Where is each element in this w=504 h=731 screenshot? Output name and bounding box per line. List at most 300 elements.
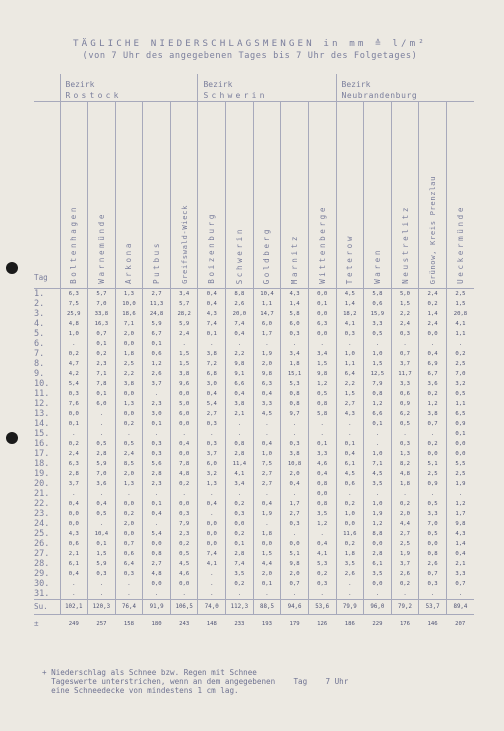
precipitation-cell: 4,3 [198,309,226,319]
precipitation-cell: 2,7 [391,529,419,539]
precipitation-cell: 0,3 [115,569,143,579]
station-header [60,102,88,289]
precipitation-cell: 16,3 [88,319,116,329]
precipitation-cell: 2,0 [281,469,309,479]
precipitation-cell: 0,0 [143,539,171,549]
precipitation-cell: 1,8 [336,549,364,559]
total-cell: 102,1 [60,600,88,615]
precipitation-cell: 14,7 [253,309,281,319]
precipitation-cell: 2,6 [336,569,364,579]
precipitation-cell: 2,3 [170,529,198,539]
precipitation-cell: 4,2 [60,369,88,379]
precipitation-cell: 0,3 [143,439,171,449]
precipitation-cell: 0,0 [60,409,88,419]
precipitation-cell: 6,6 [364,409,392,419]
precipitation-cell: 0,2 [226,529,254,539]
count-cell: 126 [317,621,328,627]
precipitation-cell: 2,5 [115,359,143,369]
precipitation-cell: 3,7 [60,479,88,489]
precipitation-cell: 0,0 [170,419,198,429]
precipitation-cell: 0,0 [336,519,364,529]
precipitation-cell: 4,8 [170,469,198,479]
precipitation-cell: 6,4 [115,559,143,569]
station-name: Schwerin [234,226,244,284]
precipitation-cell: 3,8 [198,349,226,359]
precipitation-cell: 0,3 [419,579,447,589]
precipitation-cell: 0,7 [88,329,116,339]
precipitation-cell: 0,4 [198,289,226,299]
footnote [42,668,482,696]
precipitation-cell: 8,5 [115,459,143,469]
footnote-line: Tageswerte unterstrichen, wenn an dem angegebenen Tag 7 Uhr [42,677,349,687]
precipitation-cell: 1,0 [364,499,392,509]
station-name: Ueckermünde [455,205,465,284]
table-row [34,359,474,369]
day-number: 17. [34,449,50,459]
table-row [34,589,474,600]
totals-row [34,600,474,615]
precipitation-cell: 0,8 [419,549,447,559]
station-name: Greifswald-Wieck [179,205,189,284]
precipitation-cell: 1,5 [364,359,392,369]
precipitation-cell: . [88,489,116,499]
precipitation-cell: 0,2 [391,499,419,509]
day-number: 26. [34,539,50,549]
precipitation-cell: 4,1 [446,319,474,329]
table-row [34,499,474,509]
precipitation-cell: 2,6 [419,559,447,569]
precipitation-cell: 0,4 [143,509,171,519]
precipitation-cell: 2,7 [198,409,226,419]
precipitation-cell: 6,0 [88,399,116,409]
precipitation-cell: 0,3 [170,509,198,519]
precipitation-cell: . [198,489,226,499]
precipitation-cell: 3,3 [446,569,474,579]
precipitation-cell: 2,4 [419,319,447,329]
day-number: 3. [34,309,45,319]
precipitation-cell: 2,5 [446,289,474,299]
precipitation-cell: 7,9 [170,519,198,529]
precipitation-cell: 0,4 [308,469,336,479]
table-row [34,389,474,399]
precipitation-cell: 3,8 [115,379,143,389]
precipitation-cell: 2,4 [170,329,198,339]
precipitation-cell: 0,2 [419,389,447,399]
total-cell: 76,4 [115,600,143,615]
table-row [34,289,474,299]
precipitation-cell: . [419,489,447,499]
precipitation-cell: 5,6 [143,459,171,469]
precipitation-cell: 5,4 [143,529,171,539]
precipitation-cell: 0,2 [308,569,336,579]
precipitation-cell: 6,3 [308,319,336,329]
precipitation-cell: . [115,489,143,499]
precipitation-cell: 5,1 [419,459,447,469]
precipitation-cell: 0,2 [88,349,116,359]
precipitation-cell: 5,9 [88,559,116,569]
precipitation-cell: 0,0 [170,449,198,459]
precipitation-cell: 0,4 [308,539,336,549]
precipitation-cell: 1,2 [308,379,336,389]
precipitation-cell: 6,6 [226,379,254,389]
station-name: Marnitz [290,233,300,284]
precipitation-cell: 0,1 [226,539,254,549]
station-name: Grünow, Kreis Prenzlau [428,175,438,284]
precipitation-cell: 7,4 [198,549,226,559]
precipitation-cell: 0,1 [253,579,281,589]
precipitation-cell: 0,0 [364,579,392,589]
precipitation-cell: 5,9 [143,319,171,329]
precipitation-cell: 7,0 [88,469,116,479]
precipitation-cell: 5,8 [308,409,336,419]
precipitation-cell: . [419,589,447,600]
precipitation-cell: 2,0 [115,519,143,529]
precipitation-cell: . [253,489,281,499]
day-number: 24. [34,519,50,529]
table-row [34,489,474,499]
day-number: 8. [34,359,45,369]
station-name: Wittenberge [317,205,327,284]
precipitation-cell: 0,5 [88,509,116,519]
precipitation-cell: 0,4 [198,389,226,399]
precipitation-cell: 4,4 [253,559,281,569]
precipitation-cell: 0,5 [308,389,336,399]
total-cell: 89,4 [446,600,474,615]
precipitation-cell: 18,6 [115,309,143,319]
table-row [34,539,474,549]
precipitation-cell: 0,5 [88,439,116,449]
table-row [34,399,474,409]
table-row [34,469,474,479]
day-number: 10. [34,379,50,389]
total-cell: 91,9 [143,600,171,615]
precipitation-cell: 4,5 [253,409,281,419]
precipitation-cell: 3,5 [364,479,392,489]
table-row [34,379,474,389]
precipitation-cell: 0,2 [226,579,254,589]
precipitation-cell: 0,1 [336,439,364,449]
station-name: Putbus [152,240,162,284]
total-cell: 74,0 [198,600,226,615]
table-row [34,309,474,319]
precipitation-cell: 0,0 [364,539,392,549]
page-title: TÄGLICHE NIEDERSCHLAGSMENGEN in mm ≙ l/m² [73,38,427,49]
counts-label: ± [34,619,39,628]
precipitation-cell: 1,5 [170,349,198,359]
district-header-row [34,74,474,102]
precipitation-cell: 1,2 [446,499,474,509]
precipitation-cell: . [281,429,309,439]
precipitation-cell: 5,4 [60,379,88,389]
precipitation-cell: . [391,339,419,349]
daily-values [34,289,474,600]
precipitation-cell: 0,6 [60,539,88,549]
total-cell: 94,6 [281,600,309,615]
precipitation-cell: 0,1 [308,299,336,309]
precipitation-cell: . [391,429,419,439]
precipitation-cell: 7,2 [198,359,226,369]
precipitation-cell: 8,2 [391,459,419,469]
precipitation-cell: 1,1 [253,299,281,309]
totals-label: Su. [34,600,60,615]
precipitation-cell: . [419,429,447,439]
precipitation-cell: 4,5 [336,289,364,299]
table-row [34,339,474,349]
precipitation-cell: 2,2 [115,369,143,379]
precipitation-cell: 6,3 [60,289,88,299]
day-number: 1. [34,289,45,299]
precipitation-cell: 0,0 [308,489,336,499]
precipitation-cell: 2,1 [60,549,88,559]
precipitation-cell: . [281,489,309,499]
precipitation-cell: . [226,419,254,429]
table-row [34,559,474,569]
precipitation-cell: 7,4 [226,559,254,569]
precipitation-cell: 1,5 [391,299,419,309]
precipitation-cell: 6,3 [253,379,281,389]
precipitation-cell: 0,2 [170,479,198,489]
precipitation-cell: 0,1 [143,419,171,429]
precipitation-cell: 0,6 [336,479,364,489]
precipitation-cell: 0,4 [446,549,474,559]
precipitation-cell: 0,0 [198,539,226,549]
precipitation-cell: 0,3 [336,329,364,339]
precipitation-cell: 3,3 [364,319,392,329]
precipitation-cell: 0,8 [226,439,254,449]
count-cell: 186 [344,621,355,627]
table-row [34,519,474,529]
precipitation-cell: 5,3 [281,379,309,389]
precipitation-cell: 5,9 [170,319,198,329]
precipitation-cell: . [281,419,309,429]
precipitation-cell: 7,1 [115,319,143,329]
precipitation-cell: . [281,339,309,349]
punch-hole [6,262,18,274]
precipitation-cell: 1,7 [281,499,309,509]
precipitation-cell: 3,3 [308,449,336,459]
precipitation-cell: 3,4 [226,479,254,489]
precipitation-cell: 4,6 [308,459,336,469]
precipitation-cell: 2,0 [115,469,143,479]
table-row [34,299,474,309]
precipitation-cell: 0,9 [391,399,419,409]
precipitation-cell: . [336,419,364,429]
precipitation-cell: 1,9 [364,509,392,519]
precipitation-cell: 0,8 [308,479,336,489]
precipitation-cell: 4,8 [391,469,419,479]
station-name: Arkona [124,240,134,284]
station-name: Boltenhagen [69,205,79,284]
precipitation-cell: 6,0 [253,319,281,329]
precipitation-cell: 0,0 [308,329,336,339]
day-number: 6. [34,339,45,349]
precipitation-cell: 3,6 [88,479,116,489]
station-header [281,102,309,289]
table-row [34,549,474,559]
table-row [34,329,474,339]
precipitation-cell: 0,2 [336,539,364,549]
precipitation-cell: 9,8 [308,369,336,379]
precipitation-cell: 4,1 [226,469,254,479]
count-cell: 176 [399,621,411,627]
precipitation-cell: 0,1 [88,339,116,349]
table-row [34,449,474,459]
count-cell: 229 [372,621,383,627]
precipitation-cell: 1,4 [336,299,364,309]
precipitation-cell: 5,7 [88,289,116,299]
precipitation-cell: 0,2 [336,499,364,509]
precipitation-cell: 2,6 [143,369,171,379]
precipitation-cell: 1,3 [115,289,143,299]
precipitation-cell: 0,3 [391,439,419,449]
day-number: 11. [34,389,50,399]
precipitation-cell: 11,3 [143,299,171,309]
precipitation-cell: 2,5 [419,469,447,479]
precipitation-cell: 0,1 [88,389,116,399]
precipitation-cell: 1,7 [253,329,281,339]
precipitation-cell: 0,4 [226,329,254,339]
precipitation-cell: 1,0 [253,449,281,459]
table-row [34,369,474,379]
precipitation-cell: . [391,589,419,600]
precipitation-cell: 5,0 [391,289,419,299]
precipitation-cell: 5,5 [446,459,474,469]
day-number: 5. [34,329,45,339]
precipitation-cell: 6,7 [419,369,447,379]
day-number: 21. [34,489,50,499]
precipitation-cell: . [198,509,226,519]
count-cell: 207 [455,621,466,627]
precipitation-cell: 2,4 [419,289,447,299]
day-number: 2. [34,299,45,309]
precipitation-cell: . [253,589,281,600]
precipitation-cell: 1,5 [170,359,198,369]
precipitation-cell: 0,3 [391,329,419,339]
precipitation-cell: 4,8 [60,319,88,329]
precipitation-cell: 3,2 [198,469,226,479]
precipitation-cell: . [88,579,116,589]
table-row [34,419,474,429]
precipitation-cell: 5,7 [170,299,198,309]
precipitation-cell: 1,9 [446,479,474,489]
precipitation-cell: 0,0 [419,329,447,339]
precipitation-cell: 0,0 [143,579,171,589]
day-number: 22. [34,499,50,509]
precipitation-cell: 0,0 [198,519,226,529]
precipitation-cell: 9,8 [253,369,281,379]
precipitation-cell: 2,7 [143,289,171,299]
precipitation-cell: 2,3 [143,479,171,489]
precipitation-cell: . [60,489,88,499]
precipitation-cell: 1,2 [308,519,336,529]
precipitation-cell: 3,5 [226,569,254,579]
count-cell: 180 [151,621,162,627]
precipitation-cell: . [364,439,392,449]
precipitation-cell: 9,8 [281,559,309,569]
precipitation-cell: . [308,589,336,600]
precipitation-cell: . [60,429,88,439]
precipitation-cell: 7,4 [198,319,226,329]
precipitation-cell: 3,5 [336,559,364,569]
precipitation-cell: . [198,339,226,349]
precipitation-cell: 2,0 [391,509,419,519]
precipitation-cell: 4,3 [336,409,364,419]
precipitation-cell: 9,1 [226,369,254,379]
precipitation-cell: 4,1 [198,559,226,569]
precipitation-cell: 3,7 [143,379,171,389]
precipitation-cell: 9,6 [170,379,198,389]
precipitation-cell: 0,0 [419,539,447,549]
precipitation-cell: 0,2 [226,499,254,509]
precipitation-cell: 0,8 [281,399,309,409]
table-row [34,319,474,329]
total-cell: 106,5 [170,600,198,615]
precipitation-cell: 2,6 [391,569,419,579]
day-number: 14. [34,419,50,429]
precipitation-cell: 0,5 [364,329,392,339]
precipitation-cell: . [88,429,116,439]
station-name: Boizenburg [207,212,217,284]
station-header [446,102,474,289]
footnote-line: eine Schneedecke von mindestens 1 cm lag. [42,686,239,696]
precipitation-cell: 3,4 [281,349,309,359]
precipitation-cell: 7,4 [226,319,254,329]
precipitation-cell: . [364,589,392,600]
precipitation-cell: 4,7 [60,359,88,369]
precipitation-cell: 0,2 [446,349,474,359]
precipitation-cell: . [336,339,364,349]
precipitation-cell: . [253,519,281,529]
precipitation-cell: 0,0 [170,389,198,399]
day-number: 7. [34,349,45,359]
precipitation-cell: 5,0 [170,399,198,409]
station-header [336,102,364,289]
station-header [308,102,336,289]
precipitation-cell: . [60,589,88,600]
total-cell: 96,0 [364,600,392,615]
precipitation-cell: . [226,489,254,499]
precipitation-cell: 3,8 [226,399,254,409]
precipitation-cell: 10,4 [253,289,281,299]
precipitation-cell: 3,8 [170,369,198,379]
precipitation-cell: . [364,489,392,499]
total-cell: 120,3 [88,600,116,615]
precipitation-cell: 0,0 [115,499,143,509]
precipitation-cell: 1,0 [336,349,364,359]
precipitation-cell: . [364,429,392,439]
precipitation-cell: 2,4 [60,449,88,459]
precipitation-cell: 0,6 [391,389,419,399]
precipitation-cell: 2,8 [88,449,116,459]
precipitation-cell: 0,1 [308,439,336,449]
precipitation-cell: . [308,529,336,539]
precipitation-cell: . [446,589,474,600]
precipitation-cell: 2,8 [364,549,392,559]
station-header [419,102,447,289]
precipitation-cell: 3,4 [308,349,336,359]
precipitation-cell: 2,4 [391,319,419,329]
precipitation-cell: 5,8 [364,289,392,299]
table-row [34,349,474,359]
precipitation-cell: 0,3 [88,569,116,579]
precipitation-cell: 3,3 [253,399,281,409]
precipitation-cell: 6,1 [364,559,392,569]
precipitation-cell: 2,7 [253,469,281,479]
precipitation-cell: 2,2 [391,309,419,319]
precipitation-cell: 28,2 [170,309,198,319]
district-name: Neubrandenburg [341,91,418,100]
precipitation-cell: 7,5 [253,459,281,469]
